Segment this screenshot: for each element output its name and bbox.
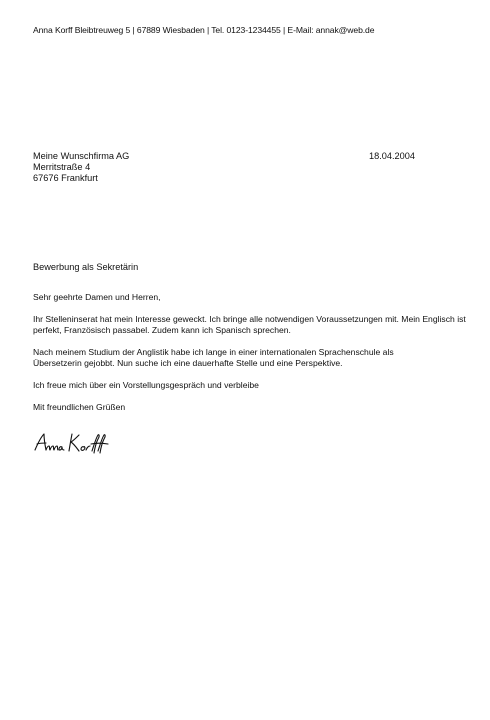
paragraph-2: Nach meinem Studium der Anglistik habe ich lange in einer internationalen Sprachenschule als Übersetzerin gejobbt. Nun suche ich eine dauerhafte Stelle und eine Perspektive.	[33, 347, 394, 368]
salutation: Sehr geehrte Damen und Herren,	[33, 292, 161, 302]
sender-line: Anna Korff Bleibtreuweg 5 | 67889 Wiesbaden | Tel. 0123-1234455 | E-Mail: annak@web.de	[33, 25, 375, 35]
paragraph-1: Ihr Stelleninserat hat mein Interesse geweckt. Ich bringe alle notwendigen Voraussetzungen mit. Mein Englisch ist perfekt, Französisch passabel. Zudem kann ich Spanisch sprechen.	[33, 314, 466, 335]
closing: Mit freundlichen Grüßen	[33, 402, 126, 412]
letter-subject: Bewerbung als Sekretärin	[33, 262, 139, 272]
recipient-address	[33, 151, 129, 184]
handwritten-signature	[33, 431, 113, 455]
recipient-city: 67676 Frankfurt	[33, 173, 98, 183]
letter-date: 18.04.2004	[369, 151, 415, 161]
signature-image	[33, 431, 113, 455]
recipient-company: Meine Wunschfirma AG	[33, 151, 130, 161]
paragraph-3: Ich freue mich über ein Vorstellungsgespräch und verbleibe	[33, 380, 259, 390]
letter-body	[33, 292, 473, 424]
recipient-street: Merritstraße 4	[33, 162, 91, 172]
